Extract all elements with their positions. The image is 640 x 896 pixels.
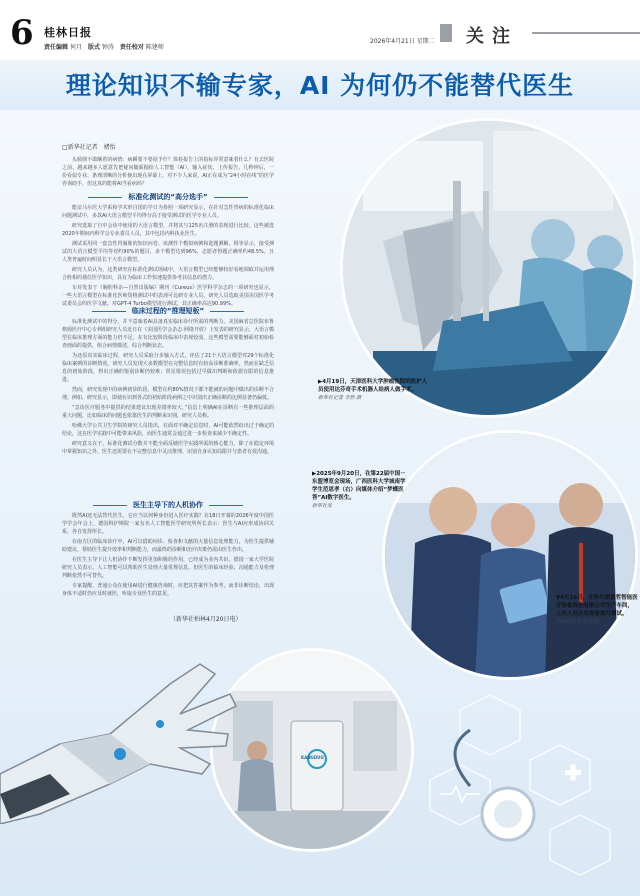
credit-name: 钟涛 [101, 44, 114, 51]
caption-credit: 新华社记者 张涛 摄 [556, 619, 600, 625]
body-paragraph: 研究人员认为，这类研究在标准化测试场域中，大语言模型已经能够较好看地调取并运用理合胜相的那位医学知识，具有为临床工作快速提供参考其信息的潜力。 [62, 267, 274, 281]
section-heading-3: 医生主导下的人机协作 [62, 500, 274, 510]
workshop-scene-illustration [213, 651, 414, 852]
caption-text: ▶4月19日，天津医科大学肿瘤医院的医护人员使用达芬奇手术机器人给病人做手术。 [318, 379, 428, 393]
section-3-text [62, 512, 274, 600]
device-brand-label: KANGDUO [301, 755, 324, 760]
surgery-robot-photo [340, 118, 636, 418]
section-tag [440, 20, 640, 46]
credit-role: 版式 [87, 44, 100, 51]
intro-paragraph: 头倾倒不敢瞒着的病情：病瞬要不要给予什？体检报告上的指标异常意味着什么？有去医院之前，越来越多人愿意先把疑问随面抛给人工智能（AI），输入症状、上传报告，几秒钟后，一份看似专业、条理清晰的分析便出现在屏幕上。对不少人来说，AI正在成为“24小时在线”的医学咨询助手，但这真的能将AI当看病吗？ [62, 157, 274, 187]
caption-credit: 新华社记者 李然 摄 [318, 395, 362, 401]
body-paragraph: 然而，研究发现中的病例初诊阶段，模型在约80%情况下都不能被的问题中做出的诊断不合理。例如，研究显示，即使在识到各式的初始阶段病例之中识别出正确诊断的比例显著仍偏低。 [62, 387, 274, 401]
surgery-scene-illustration [343, 121, 636, 418]
robot-hand-illustration [0, 624, 240, 824]
editor-credits [44, 42, 164, 51]
section-heading-1: 标准化测试的“高分选手” [62, 192, 274, 202]
section-bar-left [440, 24, 452, 42]
body-paragraph: 既然AI还无法替代医生，它应当以何种身份进入医疗实践？在18日开幕的2026年度中国医学学会年会上，德国科护斯院一家有名人工智能医学研究所所长表示：医生与AI应形成协同关系，各自发挥所长。 [62, 513, 274, 535]
section-heading-2: 临床过程的“推理短板” [62, 306, 274, 316]
section-1-text [62, 204, 274, 310]
section-bar-right [532, 32, 640, 34]
body-paragraph: 专家提醒，普通公众在使用AI进行健康咨询时，应把其答案作为参考，而非诊断结论，出现身体不适时仍应及时就医，听取专业医生的意见。 [62, 583, 274, 597]
caption-text: ▼4月16日，在哈尔滨恩哲智能医疗设备股份有限公司生产车间，工作人员在对设备进行调试。 [556, 595, 638, 617]
body-paragraph: 测试采用同一套急性胃肠胀的知识问卷。该测性个模拟病例和选题测解。组等显示，接受测试的大语言模型平均等对约90%的题目，多个模型达到96%，志愿者得题正确率约48.5%。且人类普遍时间明显长于大语言模型。 [62, 241, 274, 263]
body-paragraph: 能谙马尔医大学系和学术形自国的学日为参照一项研究显示，在针对急性胃病的标准化临床问题测试中，多款AI大语言模型平均得分高于接受测试的医学专业人员。 [62, 205, 274, 219]
date-text: 2026年4月21日 [370, 38, 415, 45]
credit-role: 责任编辑 [44, 44, 69, 51]
intro-text [62, 156, 274, 190]
section-label: 关注 [466, 26, 518, 47]
expo-scene-illustration [385, 433, 638, 680]
caption-credit: 新华社发 [312, 503, 333, 509]
photo-caption-1 [318, 378, 428, 402]
body-paragraph: 在南方区的临床诊疗中，AI可以借助问诊、检查和文献的大量信息处理能力，为医生提供辅助建议，帮助医生提升效率和判断能力，而最终的诊断和治疗决策仍需由医生作出。 [62, 539, 274, 553]
section-2-text [62, 318, 274, 458]
body-paragraph: 在医生主导下让人机协作不断发挥更加积极的作用，已经成为业内共识。德国一家大学医院研究人员表示，人工智能可以帮助医生处理大量常规信息，但医生的临床经验、沟通能力及伦理判断依然不可替代。 [62, 557, 274, 579]
page-number: 6 [10, 13, 34, 53]
body-paragraph: 为还原真实临床过程，研究人员采取分步输入方式，评估了21个大语言模型对29个标准化临床案例的诊断情况。研究人员发现大多数模型在完整信息时有较高诊断准确率，然而在缺乏信息的初始阶段，得出正确的鉴别诊断仍较难；常见错误包括过早做出判断和依据有限的信息推进。 [62, 353, 274, 383]
issue-date [370, 36, 435, 45]
caption-text: ▶2025年9月20日，在第22届中国－东盟博览会现场，广西医科大学城南学学生范思孝（右）向媒体介绍“梦蝶医答”AI数字医生。 [312, 471, 406, 501]
article-signoff: （新华社柏林4月20日电） [170, 616, 242, 623]
body-paragraph: 研究选取了自中会诊中使用的大语言模型，并将其与125名注册的表现进行比较。这些被选2020年期间内科学会专业委员人员，其中包括内科执业医生。 [62, 223, 274, 237]
body-paragraph: 研究意义在于，标准化测试分数并不能全面反映医学实践所需的核心能力，除了在稳定环境中掌握知识之外，医生还需要在不完整信息中灵活推理、识别自身认知局限并与患者有效沟通。 [62, 441, 274, 455]
device-workshop-photo [210, 648, 414, 852]
credit-role: 责任校对 [119, 44, 144, 51]
photo-caption-3 [556, 594, 638, 626]
weekday-text: 星期二 [416, 38, 435, 45]
body-paragraph: 哈佛大学公共卫生学院的研究人员指出，在面对不确定信息时，AI可能依然给出过于确定的结论，这在医学实践中可能带来风险，而医生通常会通过进一步检查来减少不确定性。 [62, 423, 274, 437]
body-paragraph: 车对发表于《胸腔科杂—自然出版编》期刊《Cureus》医学科学杂志的一项研究也显示，一些大语言模型在标准化医师资格测试中的表现可比研专业人员，研究人员选取美国美国医学考试委员会的医学文献，对GPT-4 Turbo模型进行测试，其正确率高达90.99%。 [62, 285, 274, 307]
credit-name: 陈建师 [145, 44, 164, 51]
medical-icons-decoration [400, 690, 640, 896]
body-paragraph: “急诊医疗服务中提供的结果建议出现差错率较大，”信息上明确AI在诊断有一些推理层面的重大问题，比如临床的问题也依靠医生的判断来识别，研究人员称。 [62, 405, 274, 419]
byline: □新华社记者 褚怡 [62, 144, 116, 151]
credit-name: 何月 [69, 44, 82, 51]
photo-caption-2 [312, 470, 410, 510]
body-paragraph: 标准化测试中的得分，并不意味着AI具备真实临床诊疗所需的判断力。美国麻省总医院布鲁格姆医疗中心专利组研究人员近日在《美国医学会杂志·网络开放》上发表的研究显示，大语言模型在临床推理方面的能力仍不足，在有比较阶段临床中表现较弱，这些模型需要能够面对初始检查画面的提供，组合病情描述，综合判断状态。 [62, 319, 274, 349]
newspaper-name: 桂林日报 [44, 26, 92, 39]
masthead [0, 0, 640, 60]
article-headline: 理论知识不输专家，AI 为何仍不能替代医生 [65, 71, 575, 100]
ai-doctor-demo-photo [382, 430, 638, 680]
